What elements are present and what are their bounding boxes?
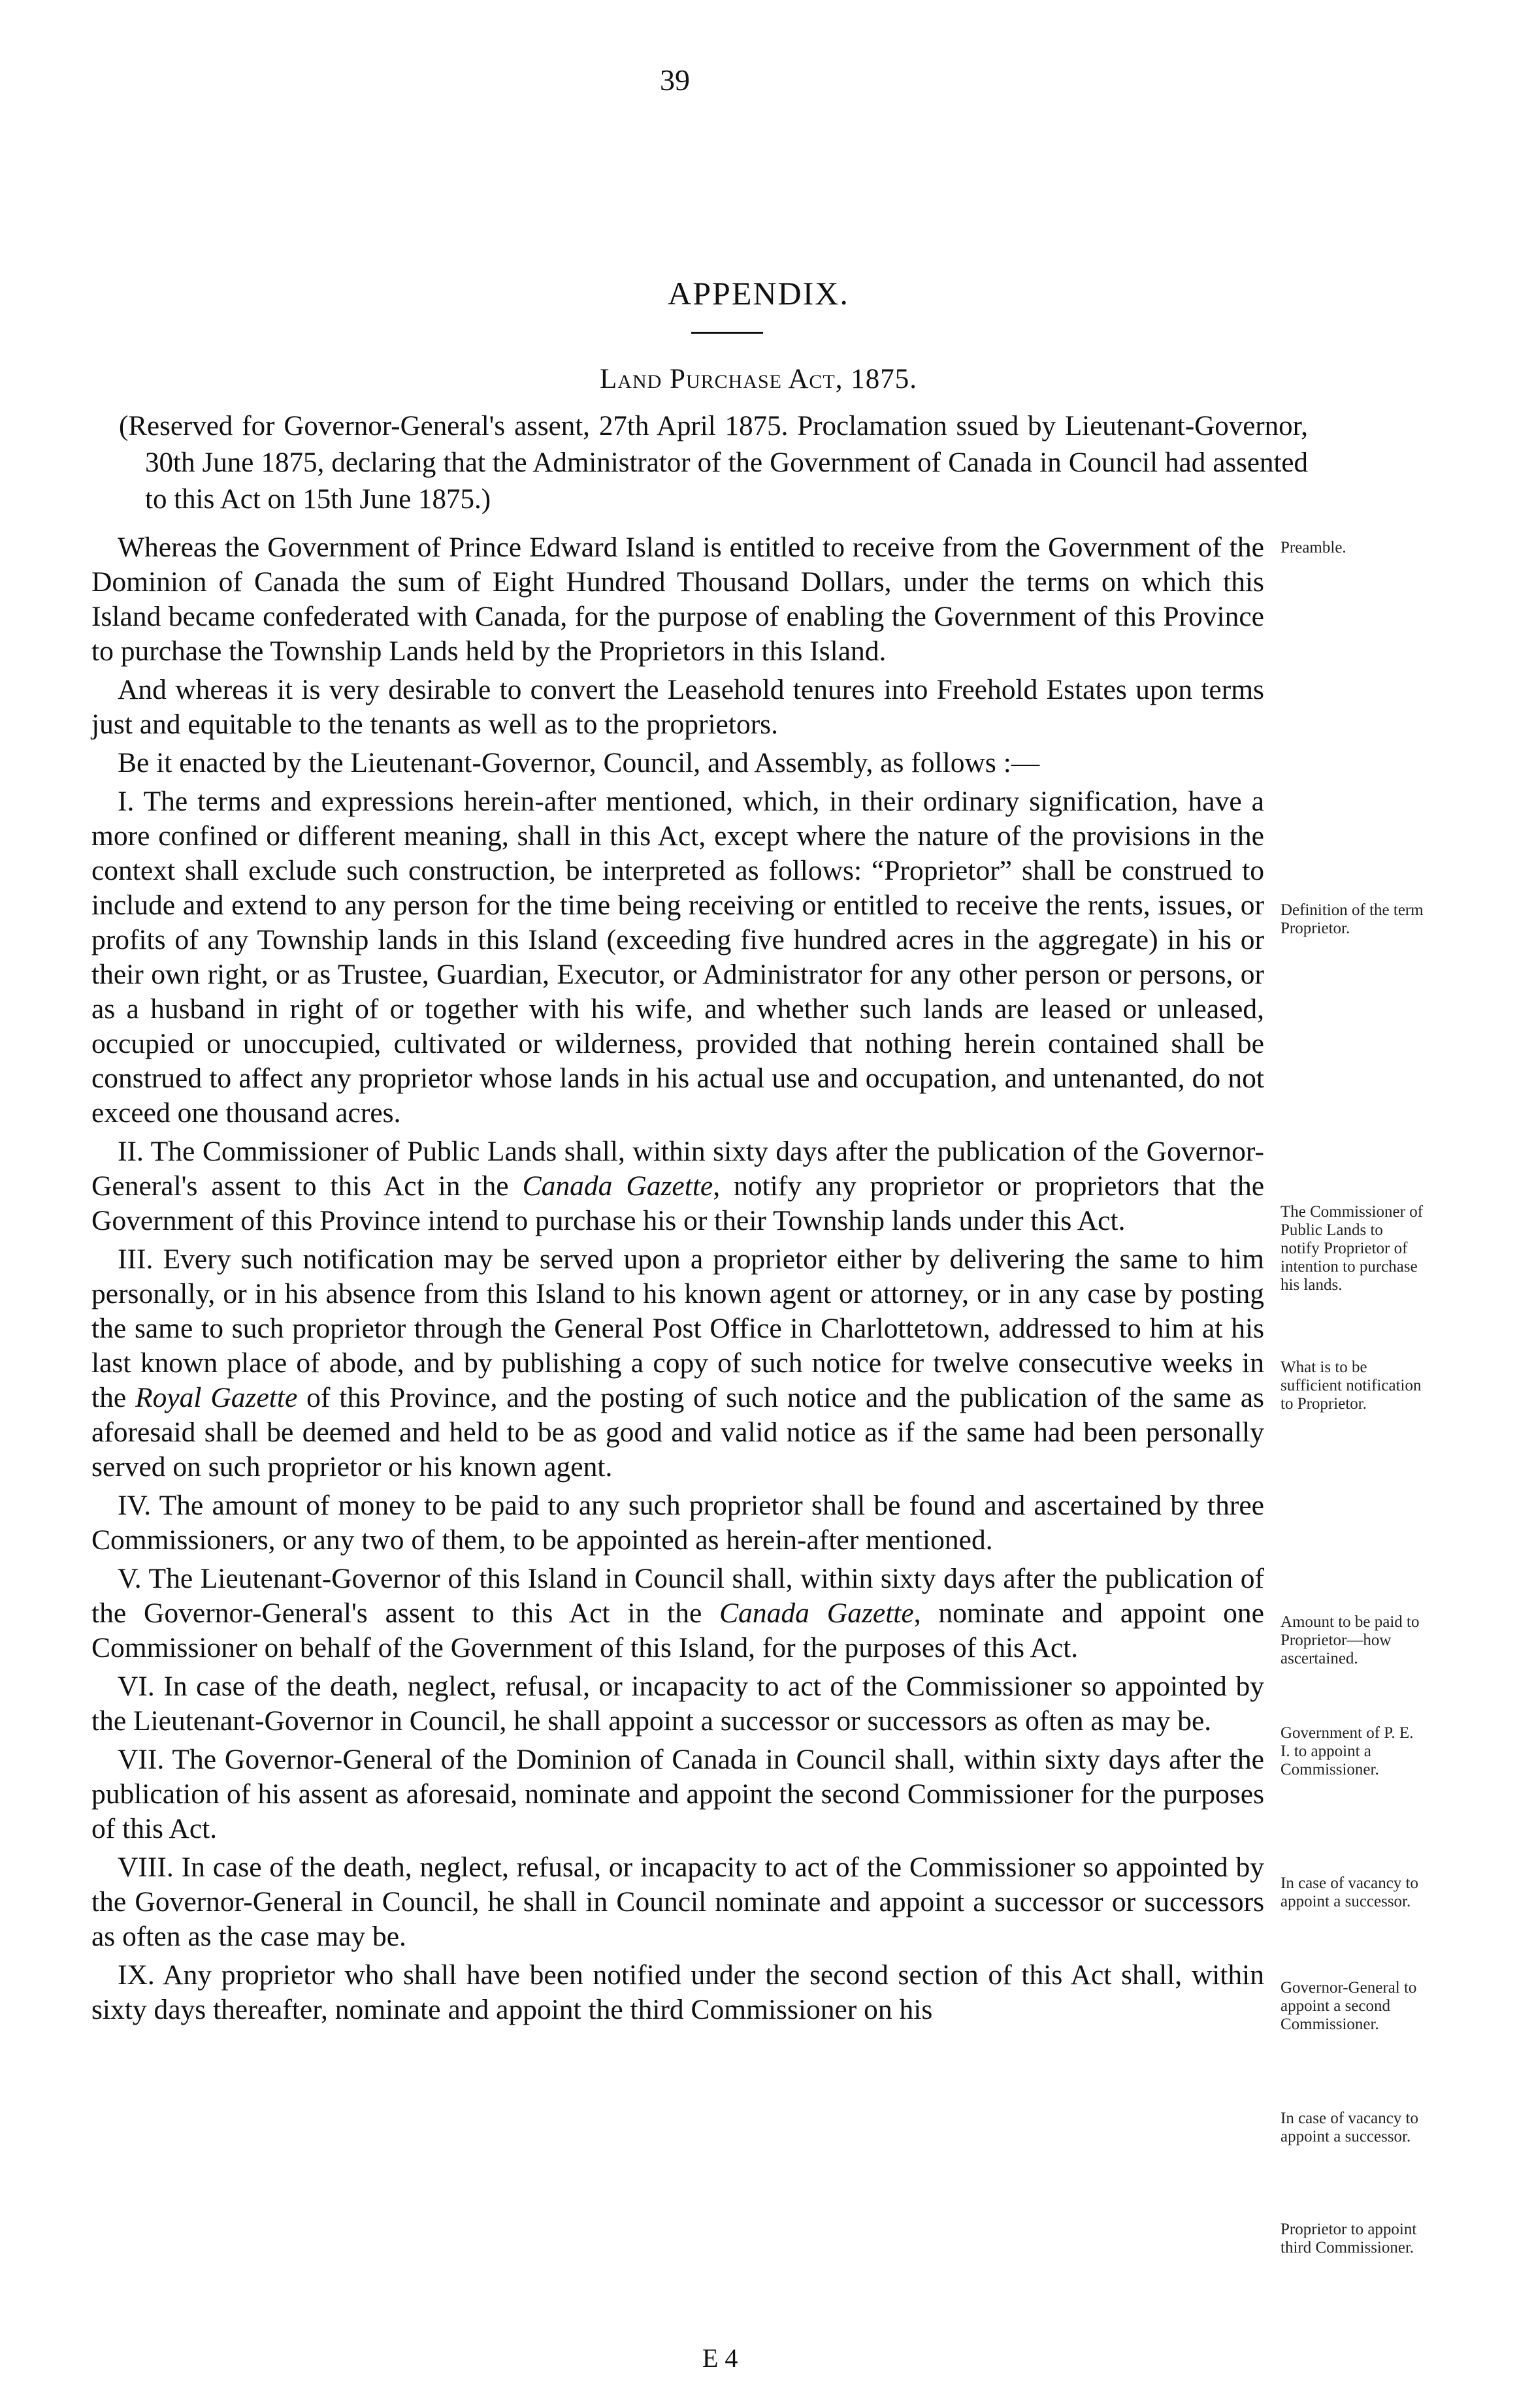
reserved-note: (Reserved for Governor-General's assent, 27th April 1875. Proclamation ssued by Lieutenant-Governor, 30th June 1875, declaring that the Administrator of the Government of Canada in Council had assented to this Act on 15th June 1875.) (119, 411, 1308, 515)
preamble-paragraph: Whereas the Government of Prince Edward Island is entitled to receive from the Government of the Dominion of Canada the sum of Eight Hundred Thousand Dollars, under the terms on which this Island became confederated with Canada, for the purpose of enabling the Government of this Province to purchase the Township Lands held by the Proprietors in this Island. (91, 532, 1264, 667)
section-3-text-a: III. Every such notification may be served upon a proprietor either by delivering the same to him personally, or in his absence from this Island to his known agent or attorney, or in any case by posting the same to such proprietor through the General Post Office in Charlottetown, addressed to him at his last known place of abode, and by publishing a copy of such notice for twelve consecutive weeks in the (91, 1244, 1264, 1413)
section-2-text-a: II. The Commissioner of Public Lands shall, within sixty days after the publication of the Governor-General's assent to this Act in the (91, 1136, 1264, 1202)
section-9: IX. Any proprietor who shall have been notified under the second section of this Act shall, within sixty days thereafter, nominate and appoint the third Commissioner on his (91, 1959, 1264, 2025)
margin-note-vacancy-1: In case of vacancy to appoint a successor. (1280, 1874, 1418, 1910)
appendix-heading: APPENDIX. (668, 275, 849, 312)
page-number: 39 (660, 63, 690, 97)
margin-note-government-pei: Government of P. E. I. to appoint a Commissioner. (1280, 1724, 1414, 1778)
section-5-text-a: V. The Lieutenant-Governor of this Island in Council shall, within sixty days after the publication of the Governor-General's assent to this Act in the (91, 1563, 1264, 1629)
margin-note-notification: What is to be sufficient notification to Proprietor. (1280, 1358, 1422, 1413)
section-2-text-b: , notify any proprietor or proprietors that the Government of this Province intend to purchase his or their Township lands under this Act. (91, 1170, 1264, 1236)
section-6: VI. In case of the death, neglect, refusal, or incapacity to act of the Commissioner so appointed by the Lieutenant-Governor in Council, he shall appoint a successor or successors as often as may be. (91, 1671, 1264, 1737)
section-2 (91, 1134, 1264, 1238)
margin-note-amount: Amount to be paid to Proprietor—how ascertained. (1280, 1613, 1420, 1667)
margin-note-preamble: Preamble. (1280, 539, 1346, 556)
title-rule (691, 332, 763, 334)
section-2-gazette: Canada Gazette (522, 1170, 713, 1202)
margin-note-gg-appoint: Governor-General to appoint a second Commissioner. (1280, 1979, 1417, 2033)
section-5 (91, 1562, 1264, 1665)
section-8: VIII. In case of the death, neglect, refusal, or incapacity to act of the Commissioner so appointed by the Governor-General in Council, he shall in Council nominate and appoint a successor or successors as often as the case may be. (91, 1852, 1264, 1952)
section-4: IV. The amount of money to be paid to any such proprietor shall be found and ascertained by three Commissioners, or any two of them, to be appointed as herein-after mentioned. (91, 1490, 1264, 1556)
margin-note-proprietor-third: Proprietor to appoint third Commissioner. (1280, 2221, 1417, 2256)
section-5-gazette: Canada Gazette (719, 1597, 914, 1629)
margin-note-vacancy-2: In case of vacancy to appoint a successor. (1280, 2110, 1418, 2145)
enacting-clause: Be it enacted by the Lieutenant-Governor, Council, and Assembly, as follows :— (118, 747, 1040, 779)
act-title: Land Purchase Act, 1875. (600, 364, 917, 394)
margin-note-definition: Definition of the term Proprietor. (1280, 901, 1424, 937)
margin-note-commissioner-notify: The Commissioner of Public Lands to notify Proprietor of intention to purchase his lands. (1280, 1203, 1424, 1294)
section-3 (91, 1242, 1264, 1485)
section-3-text-b: of this Province, and the posting of such notice and the publication of the same as aforesaid shall be deemed and held to be as good and valid notice as if the same had been personally served on such proprietor or his known agent. (91, 1382, 1264, 1483)
section-7: VII. The Governor-General of the Dominion of Canada in Council shall, within sixty days after the publication of his assent as aforesaid, nominate and appoint the second Commissioner for the purposes of this Act. (91, 1744, 1264, 1844)
signature-mark: E 4 (702, 2343, 738, 2373)
whereas-paragraph: And whereas it is very desirable to convert the Leasehold tenures into Freehold Estates upon terms just and equitable to the tenants as well as to the proprietors. (91, 674, 1264, 740)
section-1: I. The terms and expressions herein-after mentioned, which, in their ordinary signification, have a more confined or different meaning, shall in this Act, except where the nature of the provisions in the context shall exclude such construction, be interpreted as follows: “Proprietor” shall be construed to include and extend to any person for the time being receiving or entitled to receive the rents, issues, or profits of any Township lands in this Island (exceeding five hundred acres in the aggregate) in his or their own right, or as Trustee, Guardian, Executor, or Administrator for any other person or persons, or as a husband in right of or together with his wife, and whether such lands are leased or unleased, occupied or unoccupied, cultivated or wilderness, provided that nothing herein contained shall be construed to affect any proprietor whose lands in his actual use and occupation, and untenanted, do not exceed one thousand acres. (91, 786, 1264, 1129)
act-body (91, 530, 1264, 2031)
section-3-gazette: Royal Gazette (135, 1382, 298, 1413)
section-5-text-b: , nominate and appoint one Commissioner on behalf of the Government of this Island, for the purposes of this Act. (91, 1597, 1264, 1663)
